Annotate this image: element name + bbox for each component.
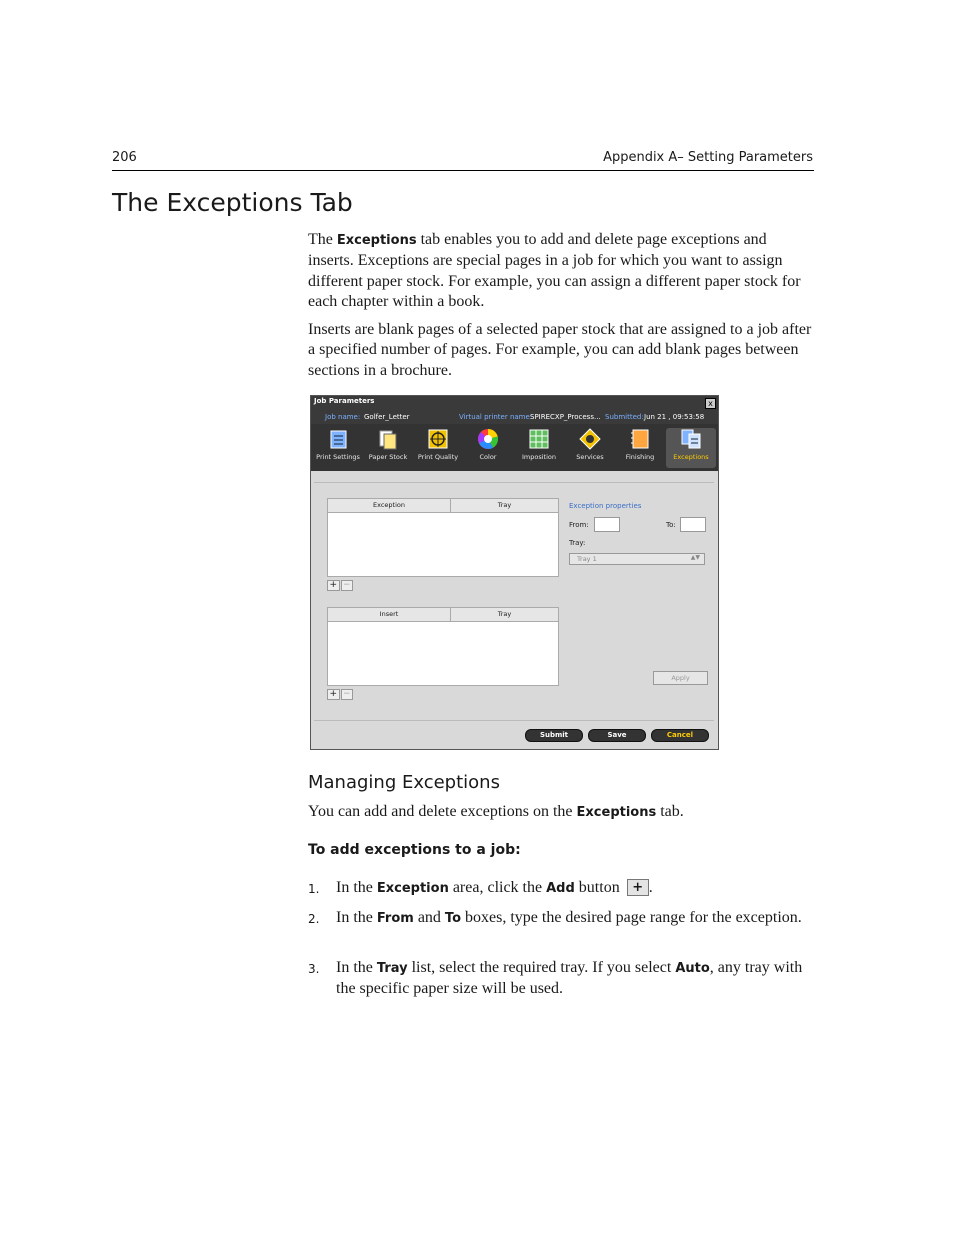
- finishing-icon: [629, 428, 651, 450]
- inserts-add-remove: [327, 689, 353, 699]
- apply-button[interactable]: Apply: [653, 671, 708, 685]
- print-quality-icon: [427, 428, 449, 450]
- inserts-grid[interactable]: [327, 607, 559, 686]
- exceptions-grid-header: [328, 499, 558, 513]
- add-exception-button[interactable]: +: [327, 580, 340, 591]
- managing-paragraph: You can add and delete exceptions on the Exceptions tab.: [308, 803, 684, 820]
- submit-button[interactable]: Submit: [525, 729, 583, 742]
- exceptions-icon: [680, 428, 702, 450]
- exceptions-add-remove: [327, 580, 353, 590]
- parameter-toolbar: [311, 424, 718, 471]
- paper-stock-icon: [377, 428, 399, 450]
- virtual-printer-value: SPIRECXP_Process...: [530, 413, 601, 421]
- print-settings-icon: [327, 428, 349, 450]
- tray-select-value: Tray 1: [577, 555, 597, 563]
- exceptions-grid[interactable]: [327, 498, 559, 577]
- spinner-icon: ▲▼: [690, 554, 700, 561]
- to-label: To:: [666, 521, 676, 529]
- step-number: 1.: [308, 882, 320, 896]
- add-button-icon: +: [627, 879, 649, 896]
- cancel-button[interactable]: Cancel: [651, 729, 709, 742]
- to-input[interactable]: [680, 517, 706, 532]
- column-header-tray: Tray: [497, 610, 512, 618]
- column-header-tray: Tray: [497, 501, 512, 509]
- from-label: From:: [569, 521, 589, 529]
- add-insert-button[interactable]: +: [327, 689, 340, 700]
- step-number: 2.: [308, 912, 320, 926]
- services-icon: [579, 428, 601, 450]
- job-parameters-dialog: [310, 395, 719, 750]
- page-title: The Exceptions Tab: [112, 188, 353, 217]
- separator: [314, 482, 714, 483]
- column-header-insert: Insert: [328, 608, 451, 621]
- separator: [314, 720, 714, 721]
- job-name-label: Job name:: [325, 413, 361, 421]
- exception-properties-title: Exception properties: [569, 502, 642, 510]
- header-rule: [112, 170, 814, 171]
- tab-print-quality[interactable]: Print Quality: [413, 428, 463, 468]
- from-input[interactable]: [594, 517, 620, 532]
- submitted-label: Submitted:: [605, 413, 644, 421]
- dialog-title: Job Parameters: [314, 397, 375, 405]
- term-exceptions: Exceptions: [336, 233, 417, 248]
- term-exceptions: Exceptions: [576, 805, 657, 820]
- page-number: 206: [112, 150, 137, 165]
- tab-services[interactable]: Services: [565, 428, 615, 468]
- job-info-bar: [311, 409, 718, 424]
- running-header: Appendix A– Setting Parameters: [603, 150, 813, 165]
- column-header-exception: Exception: [328, 499, 451, 512]
- section-heading: Managing Exceptions: [308, 772, 500, 793]
- remove-exception-button[interactable]: −: [341, 580, 354, 591]
- save-button[interactable]: Save: [588, 729, 646, 742]
- tab-exceptions[interactable]: Exceptions: [666, 428, 716, 468]
- step-text: In the Exception area, click the Add button + .: [336, 879, 653, 896]
- tab-imposition[interactable]: Imposition: [514, 428, 564, 468]
- inserts-grid-header: [328, 608, 558, 622]
- tray-label: Tray:: [569, 539, 586, 547]
- procedure-heading: To add exceptions to a job:: [308, 842, 521, 858]
- dialog-titlebar: [311, 396, 718, 409]
- step-text: In the From and To boxes, type the desired page range for the exception.: [336, 909, 802, 926]
- color-wheel-icon: [477, 428, 499, 450]
- submitted-value: Jun 21 , 09:53:58: [644, 413, 705, 421]
- tab-finishing[interactable]: Finishing: [615, 428, 665, 468]
- tab-color[interactable]: Color: [463, 428, 513, 468]
- step-number: 3.: [308, 962, 320, 976]
- intro-paragraph-1: The Exceptions tab enables you to add and delete page exceptions and inserts. Exceptions are special pages in a job for which you want to assign different paper stock. For example, you can assign a different paper stock for each chapter within a book.: [308, 231, 801, 310]
- tab-paper-stock[interactable]: Paper Stock: [363, 428, 413, 468]
- tab-print-settings[interactable]: Print Settings: [313, 428, 363, 468]
- step-text: In the Tray list, select the required tray. If you select Auto, any tray with the specific paper size will be used.: [336, 959, 803, 998]
- imposition-icon: [528, 428, 550, 450]
- close-icon[interactable]: x: [705, 398, 716, 409]
- job-name-value: Golfer_Letter: [364, 413, 410, 421]
- intro-paragraph-2: Inserts are blank pages of a selected paper stock that are assigned to a job after a specified number of pages. For example, you can add blank pages between sections in a brochure.: [308, 321, 812, 379]
- tray-select[interactable]: [569, 553, 705, 565]
- remove-insert-button[interactable]: −: [341, 689, 354, 700]
- virtual-printer-label: Virtual printer name:: [459, 413, 533, 421]
